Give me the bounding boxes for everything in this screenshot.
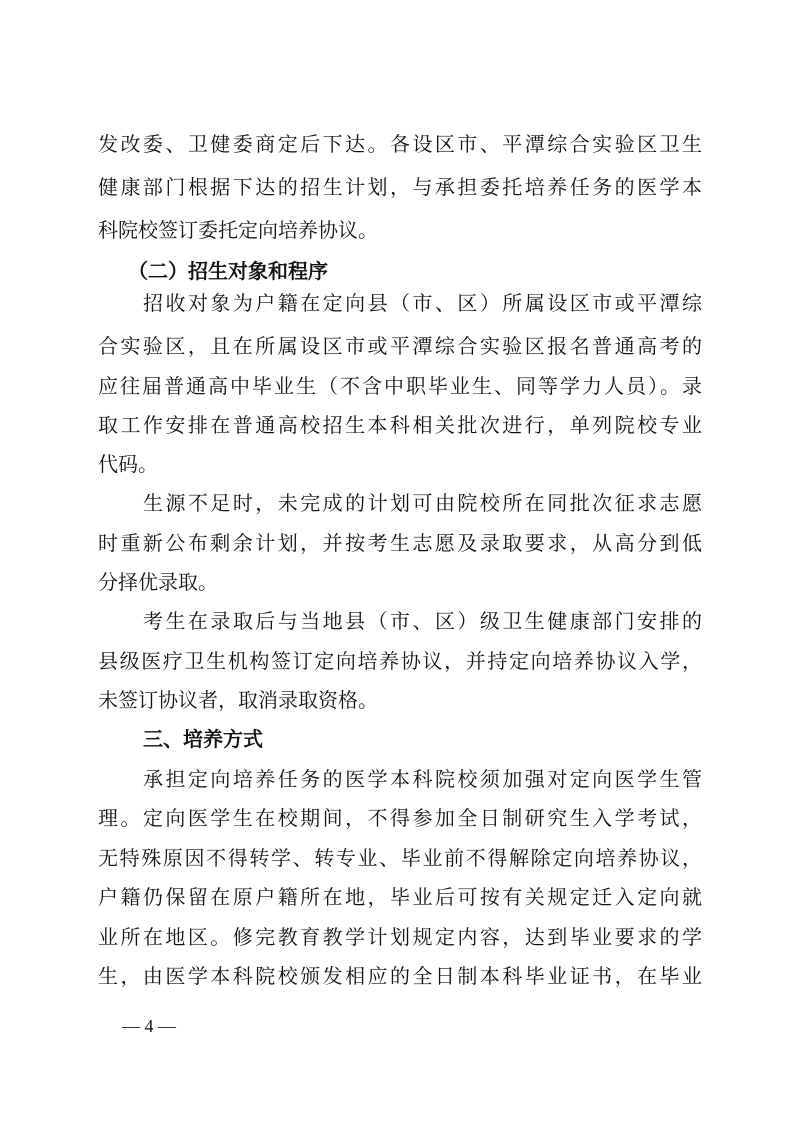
body-line: 县级医疗卫生机构签订定向培养协议，并持定向培养协议入学， bbox=[98, 649, 702, 673]
page-number: — 4 — bbox=[122, 1016, 176, 1036]
body-line: 健康部门根据下达的招生计划，与承担委托培养任务的医学本 bbox=[98, 175, 702, 199]
body-line: 代码。 bbox=[98, 452, 158, 476]
body-line: 应往届普通高中毕业生（不含中职毕业生、同等学力人员）。录 bbox=[98, 374, 702, 398]
section-heading: 三、培养方式 bbox=[143, 727, 263, 751]
body-line: 发改委、卫健委商定后下达。各设区市、平潭综合实验区卫生 bbox=[98, 132, 702, 156]
body-line: 科院校签订委托定向培养协议。 bbox=[98, 218, 378, 242]
body-line: 户籍仍保留在原户籍所在地，毕业后可按有关规定迁入定向就 bbox=[98, 885, 702, 909]
paragraph-first-line: 考生在录取后与当地县（市、区）级卫生健康部门安排的 bbox=[143, 609, 702, 633]
paragraph-first-line: 招收对象为户籍在定向县（市、区）所属设区市或平潭综 bbox=[143, 291, 702, 315]
paragraph-first-line: 承担定向培养任务的医学本科院校须加强对定向医学生管 bbox=[143, 767, 702, 791]
body-line: 未签订协议者，取消录取资格。 bbox=[98, 688, 378, 712]
body-line: 分择优录取。 bbox=[98, 570, 218, 594]
body-line: 合实验区，且在所属设区市或平潭综合实验区报名普通高考的 bbox=[98, 334, 702, 358]
body-line: 取工作安排在普通高校招生本科相关批次进行，单列院校专业 bbox=[98, 413, 702, 437]
body-line: 业所在地区。修完教育教学计划规定内容，达到毕业要求的学 bbox=[98, 925, 702, 949]
section-subheading: （二）招生对象和程序 bbox=[128, 259, 328, 283]
body-line: 时重新公布剩余计划，并按考生志愿及录取要求，从高分到低 bbox=[98, 531, 702, 555]
body-line: 生，由医学本科院校颁发相应的全日制本科毕业证书，在毕业 bbox=[98, 964, 702, 988]
body-line: 无特殊原因不得转学、转专业、毕业前不得解除定向培养协议， bbox=[98, 846, 702, 870]
body-line: 理。定向医学生在校期间，不得参加全日制研究生入学考试， bbox=[98, 806, 702, 830]
paragraph-first-line: 生源不足时，未完成的计划可由院校所在同批次征求志愿 bbox=[143, 491, 702, 515]
